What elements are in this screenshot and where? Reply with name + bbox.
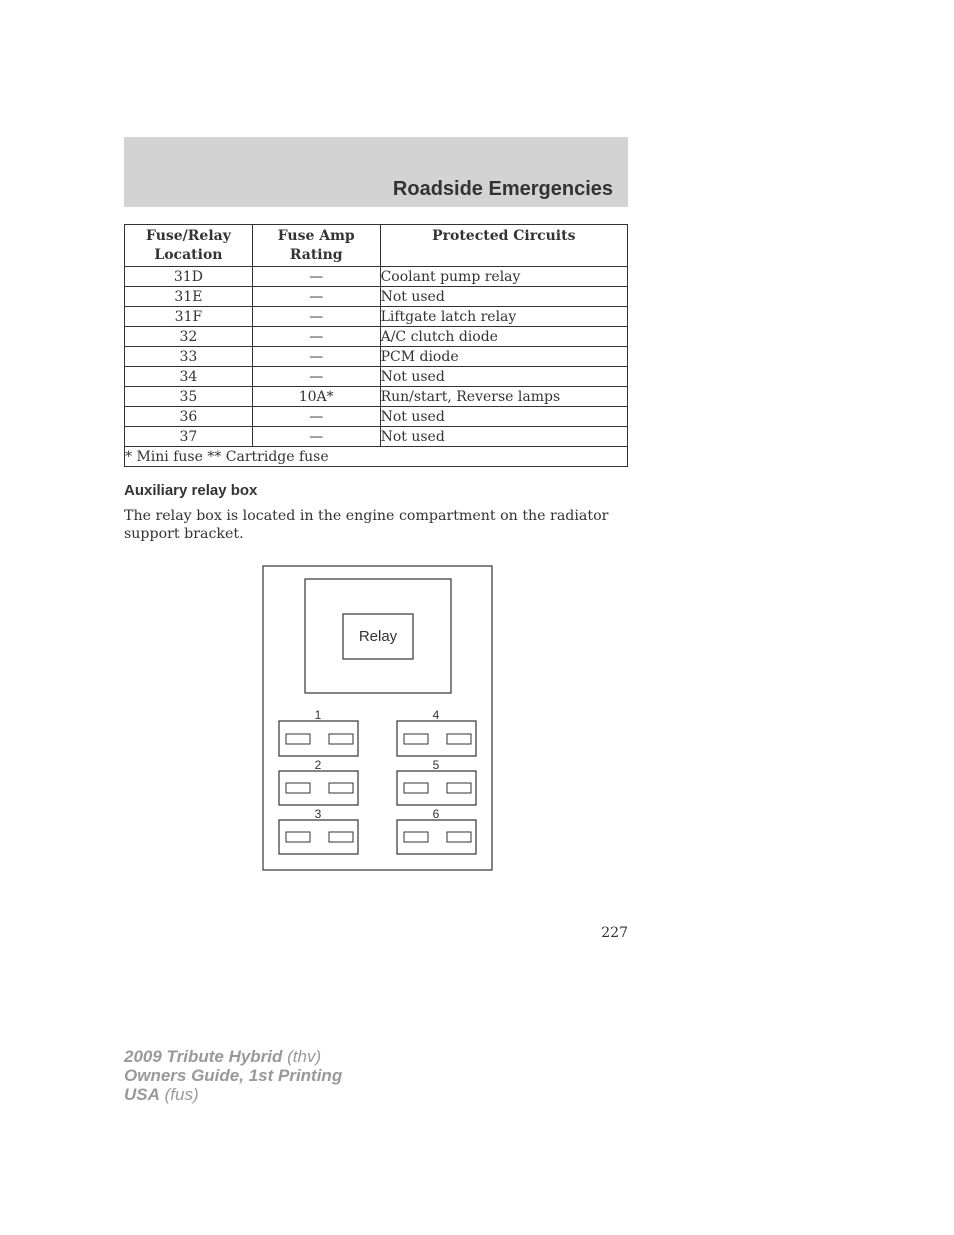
slot-label-3: 3 [314,807,322,821]
table-row [125,387,628,407]
table-row [125,347,628,367]
fuse-terminal [404,734,428,744]
page-number: 227 [601,925,628,941]
table-footnote: * Mini fuse ** Cartridge fuse [125,447,628,467]
fuse-terminal [447,832,471,842]
cell-location: 31F [125,307,253,327]
fuse-slot-1 [279,721,358,756]
table-row [125,407,628,427]
fuse-slot-6 [397,820,476,854]
fuse-slot-3 [279,820,358,854]
cell-rating: — [252,427,380,447]
cell-rating: — [252,267,380,287]
slot-label-4: 4 [432,708,440,722]
cell-location: 33 [125,347,253,367]
footer-line-2: Owners Guide, 1st Printing [124,1066,343,1085]
header-band [124,137,628,207]
header-location: Fuse/Relay Location [125,225,253,267]
fuse-terminal [404,783,428,793]
slot-label-6: 6 [432,807,440,821]
body-paragraph: The relay box is located in the engine compartment on the radiator support bracket. [124,508,609,542]
cell-circuit: Not used [380,367,627,387]
cell-location: 34 [125,367,253,387]
header-rating: Fuse Amp Rating [252,225,380,267]
fuse-slot-5 [397,771,476,805]
fuse-slot-2 [279,771,358,805]
table-row [125,427,628,447]
relay-box-outline [263,566,492,870]
cell-rating: — [252,287,380,307]
cell-circuit: Not used [380,427,627,447]
cell-rating: — [252,327,380,347]
fuse-table [124,224,628,467]
cell-circuit: PCM diode [380,347,627,367]
cell-location: 32 [125,327,253,347]
slot-label-5: 5 [432,758,440,772]
fuse-terminal [447,783,471,793]
fuse-terminal [286,783,310,793]
footer-line-3: USA (fus) [124,1085,199,1104]
cell-location: 31D [125,267,253,287]
relay-box-diagram [262,565,494,872]
cell-circuit: Not used [380,407,627,427]
cell-circuit: Not used [380,287,627,307]
cell-location: 35 [125,387,253,407]
cell-rating: — [252,407,380,427]
fuse-terminal [447,734,471,744]
table-row [125,287,628,307]
fuse-terminal [404,832,428,842]
cell-rating: — [252,347,380,367]
cell-rating: — [252,367,380,387]
cell-rating: 10A* [252,387,380,407]
fuse-terminal [329,783,353,793]
footer-line-1: 2009 Tribute Hybrid (thv) [124,1047,322,1066]
fuse-terminal [286,832,310,842]
cell-location: 31E [125,287,253,307]
table-header-row [125,225,628,267]
fuse-terminal [286,734,310,744]
section-title: Roadside Emergencies [392,178,613,200]
cell-location: 37 [125,427,253,447]
cell-location: 36 [125,407,253,427]
fuse-terminal [329,832,353,842]
cell-circuit: Liftgate latch relay [380,307,627,327]
print-footer [124,1047,342,1104]
fuse-terminal [329,734,353,744]
table-row [125,327,628,347]
table-row [125,267,628,287]
cell-circuit: Coolant pump relay [380,267,627,287]
fuse-slot-4 [397,721,476,756]
table-row [125,307,628,327]
cell-circuit: Run/start, Reverse lamps [380,387,627,407]
table-footnote-row [125,447,628,467]
cell-circuit: A/C clutch diode [380,327,627,347]
slot-label-2: 2 [314,758,322,772]
table-row [125,367,628,387]
header-circuits: Protected Circuits [380,225,627,267]
subsection-heading: Auxiliary relay box [124,482,258,499]
slot-label-1: 1 [314,708,322,722]
relay-label: Relay [358,628,398,645]
cell-rating: — [252,307,380,327]
